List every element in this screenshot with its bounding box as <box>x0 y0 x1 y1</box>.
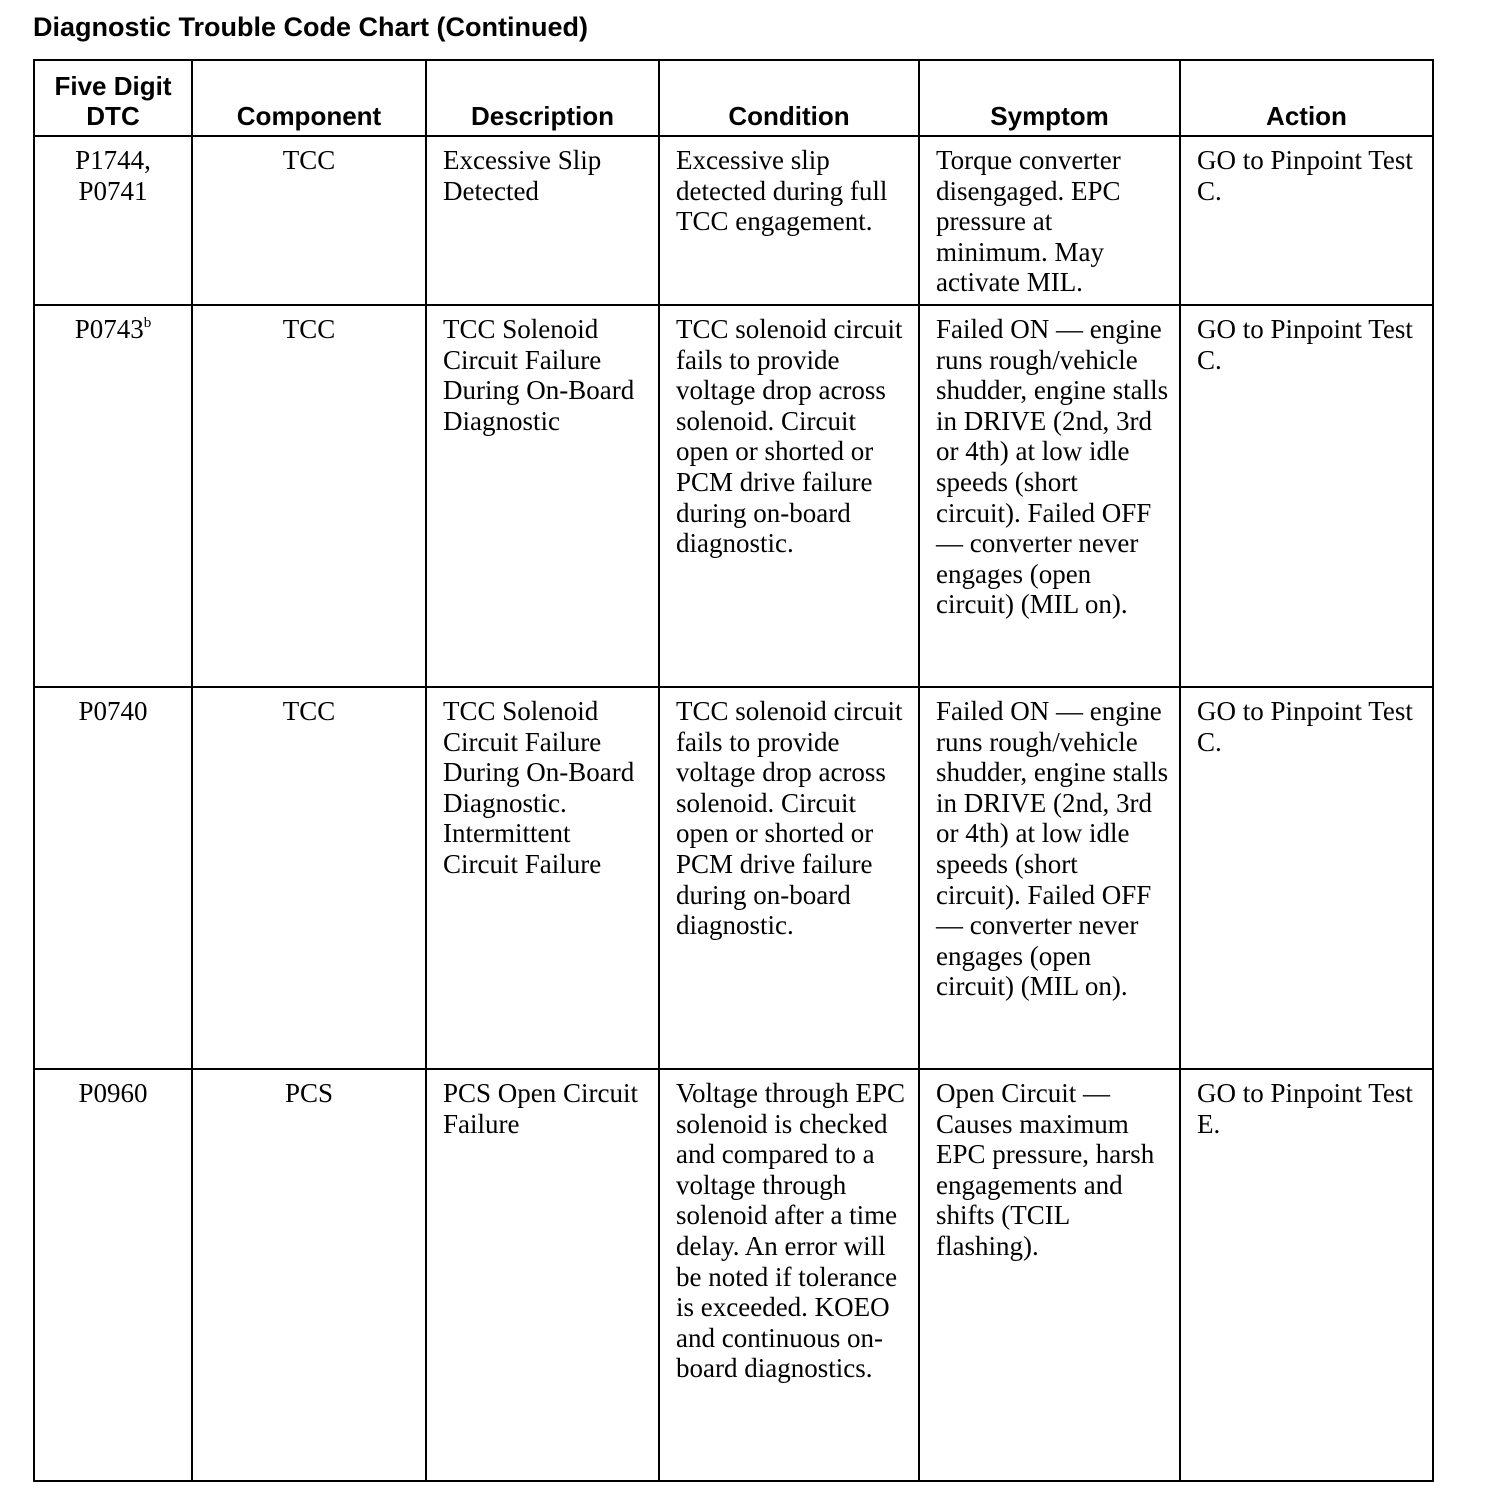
description-cell: TCC Solenoid Circuit Failure During On-Board Diagnostic. Intermittent Circuit Failure <box>426 687 659 1069</box>
dtc-cell <box>34 305 192 687</box>
component-cell: PCS <box>192 1069 426 1481</box>
dtc-cell: P0740 <box>34 687 192 1069</box>
description-cell: Excessive Slip Detected <box>426 136 659 305</box>
action-cell: GO to Pinpoint Test E. <box>1180 1069 1433 1481</box>
action-cell: GO to Pinpoint Test C. <box>1180 136 1433 305</box>
header-symptom: Symptom <box>919 60 1180 136</box>
table-row <box>34 136 1433 305</box>
dtc-table <box>33 59 1434 1482</box>
header-dtc: Five Digit DTC <box>34 60 192 136</box>
description-cell: PCS Open Circuit Failure <box>426 1069 659 1481</box>
table-row <box>34 1069 1433 1481</box>
condition-cell: TCC solenoid circuit fails to provide voltage drop across solenoid. Circuit open or shorted or PCM drive failure during on-board diagnostic. <box>659 305 919 687</box>
symptom-cell: Torque converter disengaged. EPC pressure at minimum. May activate MIL. <box>919 136 1180 305</box>
header-condition: Condition <box>659 60 919 136</box>
table-row <box>34 687 1433 1069</box>
component-cell: TCC <box>192 136 426 305</box>
table-header-row <box>34 60 1433 136</box>
header-action: Action <box>1180 60 1433 136</box>
dtc-cell: P1744, P0741 <box>34 136 192 305</box>
condition-cell: TCC solenoid circuit fails to provide voltage drop across solenoid. Circuit open or shorted or PCM drive failure during on-board diagnostic. <box>659 687 919 1069</box>
action-cell: GO to Pinpoint Test C. <box>1180 305 1433 687</box>
header-description: Description <box>426 60 659 136</box>
condition-cell: Voltage through EPC solenoid is checked and compared to a voltage through solenoid after a time delay. An error will be noted if tolerance is exceeded. KOEO and continuous on-board diagnostics. <box>659 1069 919 1481</box>
component-cell: TCC <box>192 305 426 687</box>
dtc-cell: P0960 <box>34 1069 192 1481</box>
action-cell: GO to Pinpoint Test C. <box>1180 687 1433 1069</box>
description-cell: TCC Solenoid Circuit Failure During On-Board Diagnostic <box>426 305 659 687</box>
symptom-cell: Failed ON — engine runs rough/vehicle shudder, engine stalls in DRIVE (2nd, 3rd or 4th) at low idle speeds (short circuit). Failed OFF — converter never engages (open circuit) (MIL on). <box>919 687 1180 1069</box>
component-cell: TCC <box>192 687 426 1069</box>
footnote-marker: b <box>143 314 152 331</box>
symptom-cell: Failed ON — engine runs rough/vehicle shudder, engine stalls in DRIVE (2nd, 3rd or 4th) at low idle speeds (short circuit). Failed OFF — converter never engages (open circuit) (MIL on). <box>919 305 1180 687</box>
table-row <box>34 305 1433 687</box>
dtc-code: P0743 <box>74 313 144 344</box>
page-title: Diagnostic Trouble Code Chart (Continued) <box>33 12 588 42</box>
symptom-cell: Open Circuit — Causes maximum EPC pressure, harsh engagements and shifts (TCIL flashing). <box>919 1069 1180 1481</box>
header-component: Component <box>192 60 426 136</box>
condition-cell: Excessive slip detected during full TCC engagement. <box>659 136 919 305</box>
